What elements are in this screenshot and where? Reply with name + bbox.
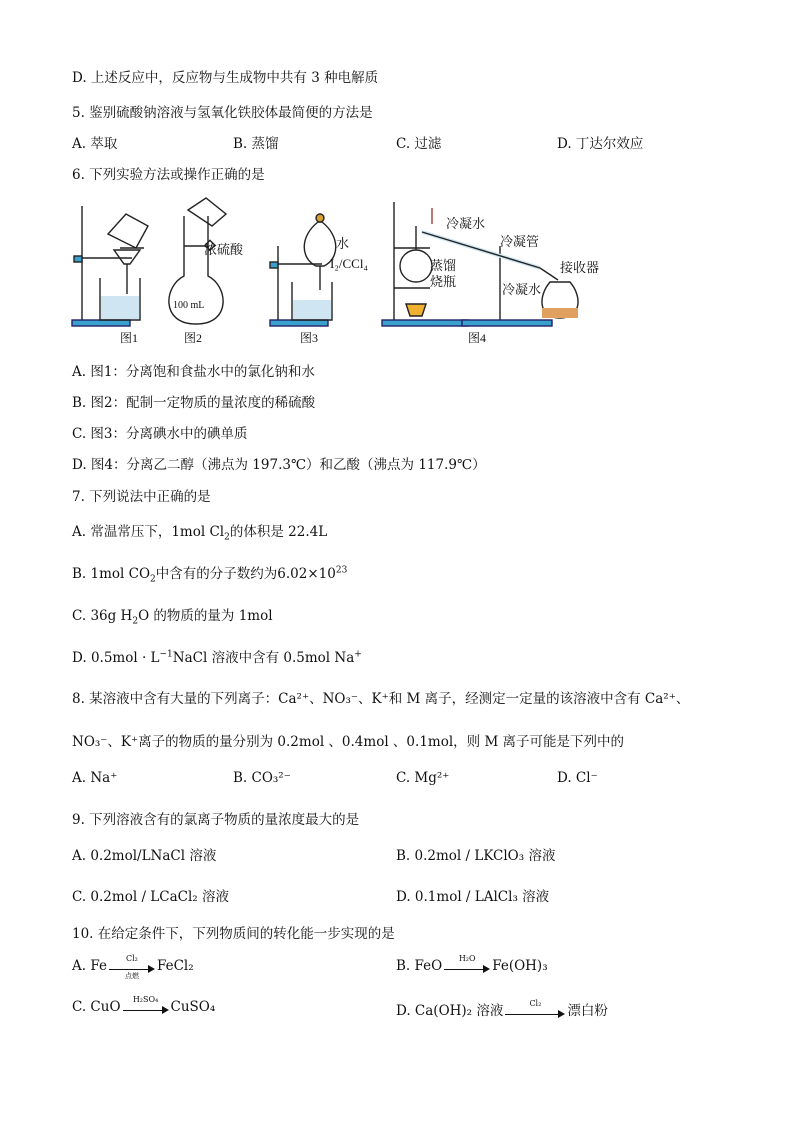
q8-line2: NO₃⁻、K⁺离子的物质的量分别为 0.2mol 、0.4mol 、0.1mol，则 M 离子可能是下列中的 <box>72 734 625 750</box>
q6-stem: 6. 下列实验方法或操作正确的是 <box>72 167 265 183</box>
q7-option-a: A. 常温常压下，1mol $Cl_2$的体积是 22.4L <box>72 524 328 543</box>
q7-option-c: C. 36g $H_2O$ 的物质的量为 1mol <box>72 608 273 627</box>
q5-stem: 5. 鉴别硫酸钠溶液与氢氧化铁胶体最简便的方法是 <box>72 105 373 121</box>
reaction-arrow: Cl₂ 点燃 <box>109 960 155 974</box>
flask-volume-label: 100 mL <box>173 300 205 311</box>
condenser-label: 冷凝管 <box>500 234 540 249</box>
q4-option-d: D. 上述反应中，反应物与生成物中共有 3 种电解质 <box>72 70 379 86</box>
q10-stem: 10. 在给定条件下，下列物质间的转化能一步实现的是 <box>72 926 395 942</box>
reaction-arrow: H₂O <box>444 960 490 974</box>
q8-option-a: A. Na⁺ <box>72 770 118 786</box>
fig1-caption: 图1 <box>120 331 139 345</box>
q10-option-b: B. FeO H₂O Fe(OH)₃ <box>396 953 548 974</box>
lab-apparatus-figure <box>60 196 620 346</box>
reaction-arrow: Cl₂ <box>505 1005 565 1019</box>
water-label: 水 <box>336 236 350 251</box>
q8-option-b: B. CO₃²⁻ <box>233 770 291 786</box>
q5-option-a: A. 萃取 <box>72 136 118 152</box>
fig4-caption: 图4 <box>468 331 487 345</box>
q8-option-d: D. Cl⁻ <box>557 770 598 786</box>
q7-option-d: D. $0.5mol \cdot L^{-1}NaCl$ 溶液中含有 0.5mol Na+ <box>72 649 362 666</box>
reaction-arrow: H₂SO₄ <box>123 1001 169 1015</box>
q5-option-c: C. 过滤 <box>396 136 442 152</box>
q6-option-d: D. 图4：分离乙二醇（沸点为 197.3℃）和乙酸（沸点为 117.9℃） <box>72 457 486 473</box>
receiver-label: 接收器 <box>560 260 600 275</box>
q10-option-d: D. Ca(OH)₂ 溶液 Cl₂ 漂白粉 <box>396 998 608 1019</box>
q9-option-c: C. 0.2mol / LCaCl₂ 溶液 <box>72 889 229 905</box>
q6-option-b: B. 图2：配制一定物质的量浓度的稀硫酸 <box>72 395 316 411</box>
q5-option-d: D. 丁达尔效应 <box>557 136 644 152</box>
acid-label: 浓硫酸 <box>204 242 244 257</box>
condensing-water-bottom-label: 冷凝水 <box>502 282 542 297</box>
fig1-filtration <box>72 206 148 326</box>
q6-option-a: A. 图1：分离饱和食盐水中的氯化钠和水 <box>72 364 315 380</box>
q10-option-a: A. Fe Cl₂ 点燃 FeCl₂ <box>72 953 194 980</box>
q8-option-c: C. Mg²⁺ <box>396 770 450 786</box>
distilling-label-2: 烧瓶 <box>430 274 457 289</box>
q8-line1: 8. 某溶液中含有大量的下列离子：Ca²⁺、NO₃⁻、K⁺和 M 离子，经测定一定量的该溶液中含有 Ca²⁺、 <box>72 691 690 707</box>
fig3-separatory-funnel <box>270 214 336 326</box>
fig3-caption: 图3 <box>300 331 319 345</box>
q6-option-c: C. 图3：分离碘水中的碘单质 <box>72 426 248 442</box>
iodine-solvent-label: I₂/CCl₄ <box>330 256 368 271</box>
q9-stem: 9. 下列溶液含有的氯离子物质的量浓度最大的是 <box>72 812 360 828</box>
q5-option-b: B. 蒸馏 <box>233 136 279 152</box>
q10-option-c: C. CuO H₂SO₄ CuSO₄ <box>72 994 216 1015</box>
q7-stem: 7. 下列说法中正确的是 <box>72 489 211 505</box>
q9-option-b: B. 0.2mol / LKClO₃ 溶液 <box>396 848 556 864</box>
distilling-label-1: 蒸馏 <box>430 258 457 273</box>
q9-option-a: A. 0.2mol/LNaCl 溶液 <box>72 848 217 864</box>
fig2-caption: 图2 <box>184 331 203 345</box>
condensing-water-top-label: 冷凝水 <box>446 216 486 231</box>
q9-option-d: D. 0.1mol / LAlCl₃ 溶液 <box>396 889 550 905</box>
q7-option-b: B. 1mol $CO_2$中含有的分子数约为$6.02\times 10^{23}$ <box>72 565 348 585</box>
